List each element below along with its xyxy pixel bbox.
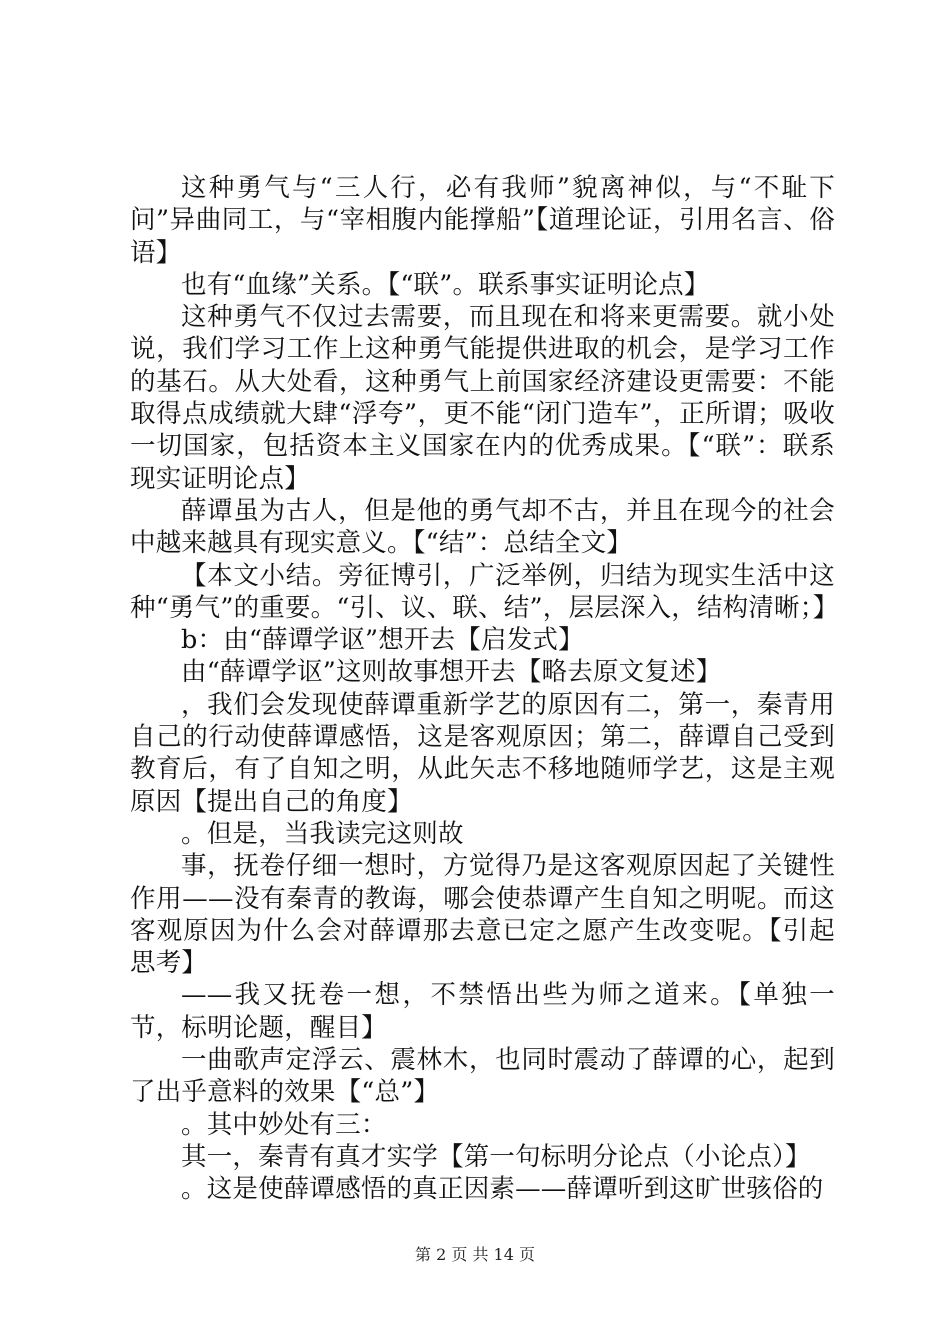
paragraph: b：由“薛谭学讴”想开去【启发式】 <box>181 625 584 656</box>
paragraph: 。其中妙处有三： <box>181 1109 387 1140</box>
paragraph: 一曲歌声定浮云、震林木，也同时震动了薛谭的心，起到了出乎意料的效果【“总”】 <box>130 1045 835 1108</box>
paragraph: 这种勇气与“三人行，必有我师”貌离神似，与“不耻下问”异曲同工，与“宰相腹内能撑船”【道理论证，引用名言、俗语】 <box>130 173 835 268</box>
paragraph: 由“薛谭学讴”这则故事想开去【略去原文复述】 <box>181 657 722 688</box>
paragraph: 这种勇气不仅过去需要，而且现在和将来更需要。就小处说，我们学习工作上这种勇气能提供进取的机会，是学习工作的基石。从大处看，这种勇气上前国家经济建设更需要：不能取得点成绩就大肆“浮夸”，更不能“闭门造车”，正所谓；吸收一切国家，包括资本主义国家在内的优秀成果。【“联”：联系现实证明论点】 <box>130 302 835 494</box>
page-number-footer: 第 2 页 共 14 页 <box>415 1245 535 1264</box>
paragraph: ——我又抚卷一想，不禁悟出些为师之道来。【单独一节，标明论题，醒目】 <box>130 980 835 1043</box>
document-body <box>130 172 839 1206</box>
paragraph: 。这是使薛谭感悟的真正因素——薛谭听到这旷世骇俗的 <box>181 1174 824 1205</box>
paragraph: 薛谭虽为古人，但是他的勇气却不古，并且在现今的社会中越来越具有现实意义。【“结”：总结全文】 <box>130 495 835 559</box>
paragraph: 。但是，当我读完这则故 <box>181 818 464 849</box>
paragraph: 【本文小结。旁征博引，广泛举例，归结为现实生活中这种“勇气”的重要。“引、议、联、结”，层层深入，结构清晰；】 <box>130 560 839 623</box>
paragraph: 事，抚卷仔细一想时，方觉得乃是这客观原因起了关键性作用——没有秦青的教诲，哪会使恭谭产生自知之明呢。而这客观原因为什么会对薛谭那去意已定之愿产生改变呢。【引起思考】 <box>130 851 835 979</box>
paragraph: ，我们会发现使薛谭重新学艺的原因有二，第一，秦青用自己的行动使薛谭感悟，这是客观原因；第二，薛谭自己受到教育后，有了自知之明，从此矢志不移地随师学艺，这是主观原因【提出自己的角度】 <box>130 689 835 817</box>
paragraph: 也有“血缘”关系。【“联”。联系事实证明论点】 <box>181 269 710 300</box>
paragraph: 其一，秦青有真才实学【第一句标明分论点（小论点）】 <box>181 1141 811 1172</box>
